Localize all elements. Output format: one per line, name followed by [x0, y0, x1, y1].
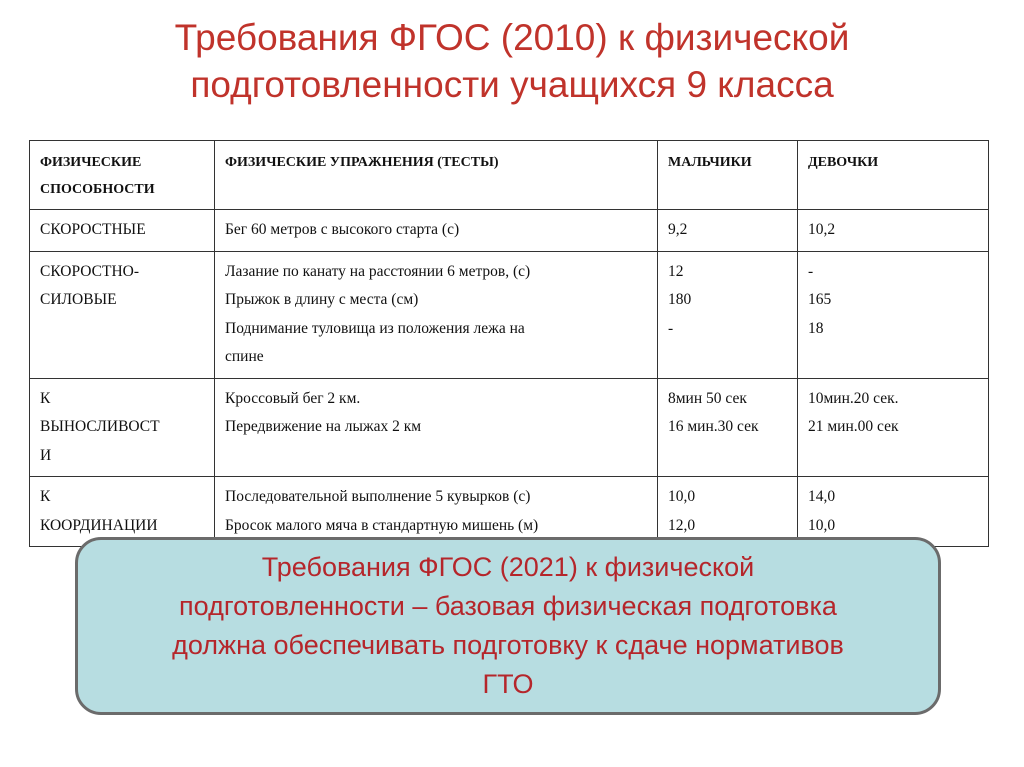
cell-girls	[798, 477, 989, 547]
cell-line: 14,0	[808, 488, 836, 505]
note-line: Требования ФГОС (2021) к физической	[261, 552, 755, 582]
header-abilities	[30, 141, 215, 210]
cell-ability	[30, 477, 215, 547]
cell-line: Последовательной выполнение 5 кувырков (с)	[225, 488, 531, 505]
cell-line: СИЛОВЫЕ	[40, 291, 117, 308]
table-header-row	[30, 141, 989, 210]
cell-line: спине	[225, 348, 264, 365]
cell-exercises	[215, 210, 658, 252]
cell-line: Бросок малого мяча в стандартную мишень (м)	[225, 516, 539, 534]
cell-exercises	[215, 477, 658, 547]
table-row	[30, 251, 989, 378]
cell-line: 165	[808, 291, 832, 308]
cell-girls	[798, 251, 989, 378]
header-abilities-line: ФИЗИЧЕСКИЕ	[40, 155, 142, 170]
cell-line: Передвижение на лыжах 2 км	[225, 418, 422, 435]
cell-ability	[30, 210, 215, 252]
cell-ability	[30, 378, 215, 477]
cell-line: Кроссовый бег 2 км.	[225, 389, 361, 407]
cell-line: 16 мин.30 сек	[668, 418, 759, 435]
cell-line: 10мин.20 сек.	[808, 389, 899, 407]
cell-line: 12,0	[668, 516, 696, 534]
cell-line: 180	[668, 291, 692, 308]
cell-girls	[798, 210, 989, 252]
header-exercises: ФИЗИЧЕСКИЕ УПРАЖНЕНИЯ (ТЕСТЫ)	[215, 141, 658, 210]
cell-line: -	[808, 262, 814, 280]
table-row	[30, 378, 989, 477]
cell-line: Поднимание туловища из положения лежа на	[225, 319, 525, 337]
slide-title	[40, 14, 984, 108]
note-line: ГТО	[482, 669, 534, 699]
cell-line: 12	[668, 262, 684, 280]
cell-line: 10,0	[668, 488, 696, 505]
cell-line: СКОРОСТНЫЕ	[40, 221, 146, 238]
cell-line: 21 мин.00 сек	[808, 418, 899, 435]
cell-boys	[658, 251, 798, 378]
note-line: подготовленности – базовая физическая подготовка	[179, 591, 837, 621]
cell-line: Бег 60 метров с высокого старта (с)	[225, 221, 460, 238]
cell-line: СКОРОСТНО-	[40, 262, 140, 280]
header-girls: ДЕВОЧКИ	[798, 141, 989, 210]
slide-title-line-1: Требования ФГОС (2010) к физической	[174, 17, 850, 58]
requirements-table	[29, 140, 989, 547]
cell-exercises	[215, 378, 658, 477]
cell-line: 10,2	[808, 221, 836, 238]
cell-line: 18	[808, 319, 824, 337]
cell-girls	[798, 378, 989, 477]
cell-boys	[658, 210, 798, 252]
cell-line: И	[40, 446, 52, 464]
cell-line: 10,0	[808, 516, 836, 534]
cell-line: Прыжок в длину с места (см)	[225, 291, 419, 308]
cell-line: 9,2	[668, 221, 688, 238]
cell-boys	[658, 378, 798, 477]
header-boys: МАЛЬЧИКИ	[658, 141, 798, 210]
table-row	[30, 477, 989, 547]
cell-line: КООРДИНАЦИИ	[40, 516, 158, 534]
cell-line: Лазание по канату на расстоянии 6 метров, (с)	[225, 262, 531, 280]
note-line: должна обеспечивать подготовку к сдаче нормативов	[172, 630, 844, 660]
cell-line: 8мин 50 сек	[668, 389, 747, 407]
cell-line: -	[668, 319, 674, 337]
table-row	[30, 210, 989, 252]
cell-ability	[30, 251, 215, 378]
cell-boys	[658, 477, 798, 547]
cell-line: К	[40, 389, 51, 407]
cell-line: К	[40, 488, 51, 505]
slide-title-line-2: подготовленности учащихся 9 класса	[190, 64, 834, 105]
cell-line: ВЫНОСЛИВОСТ	[40, 418, 160, 435]
header-abilities-line: СПОСОБНОСТИ	[40, 182, 155, 197]
cell-exercises	[215, 251, 658, 378]
fgos-2021-note	[75, 537, 941, 715]
